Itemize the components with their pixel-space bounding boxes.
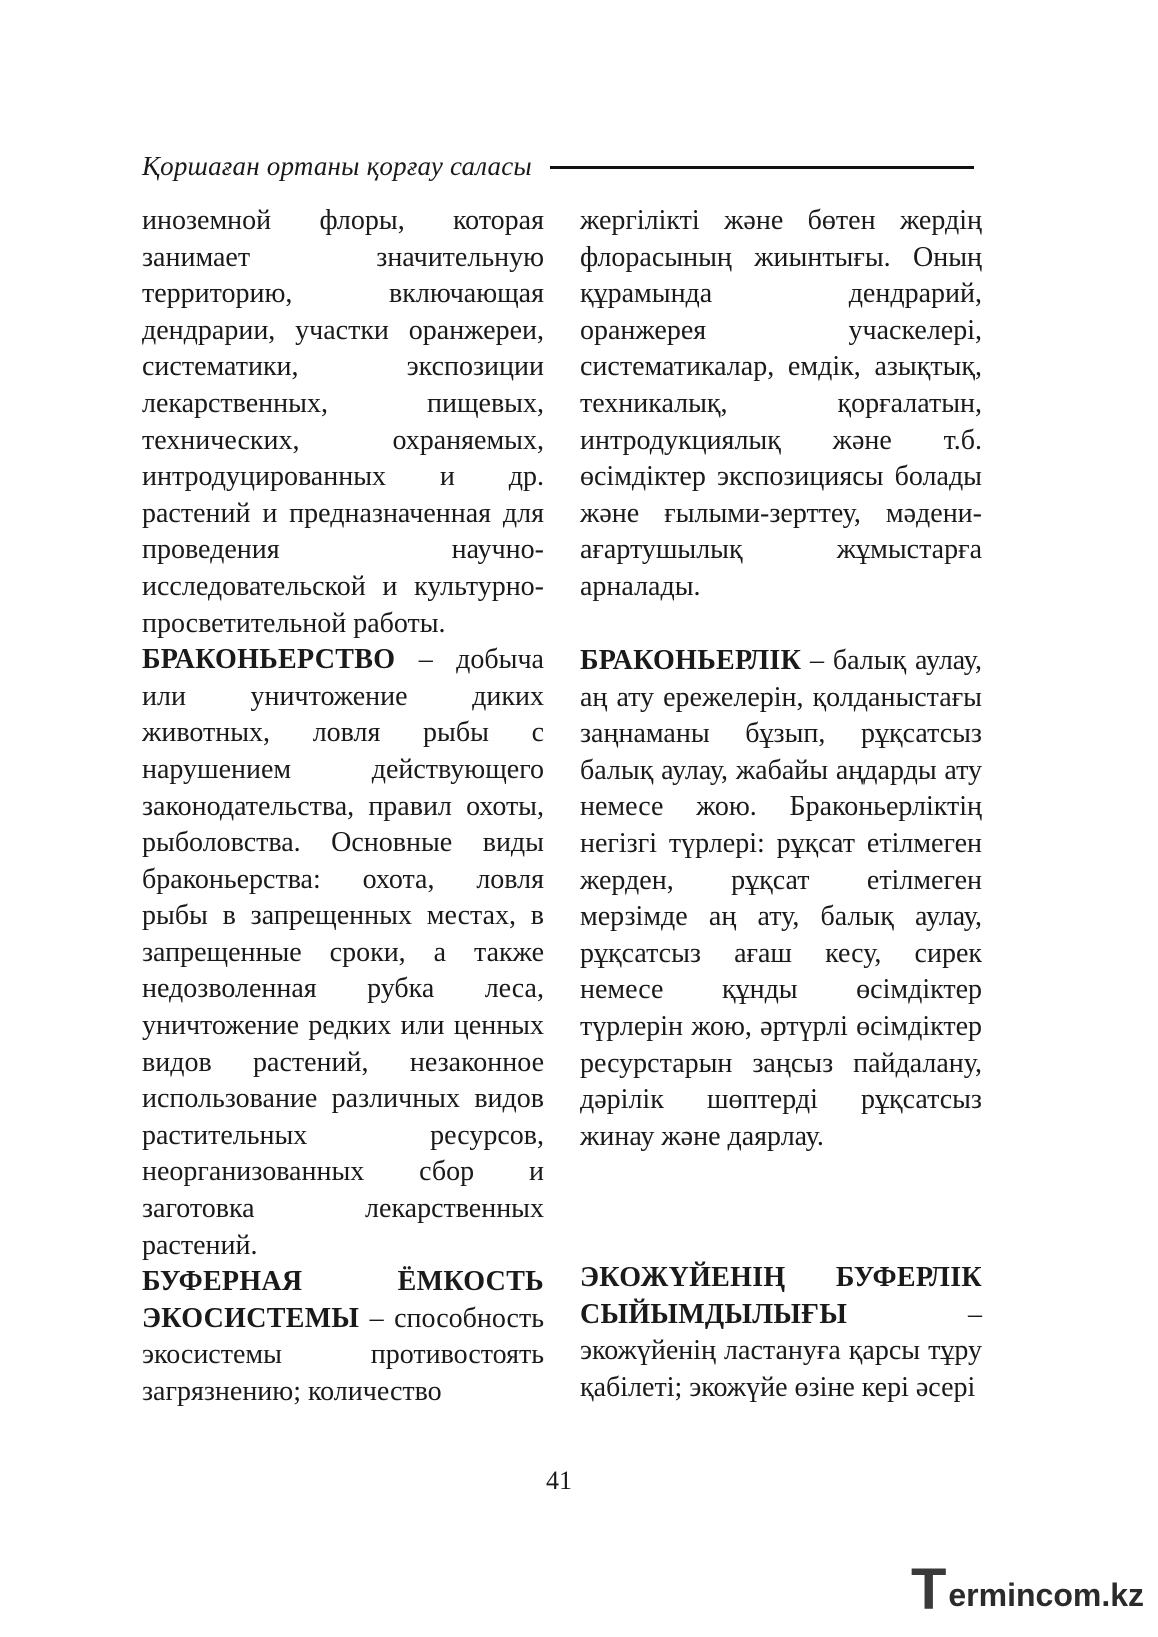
entry-brakonerlik: [580, 643, 982, 1155]
termincom-watermark: [910, 1557, 1144, 1622]
header-rule: [550, 166, 974, 169]
entry-continuation-ru: [142, 203, 544, 642]
entry-bufernaya-emkost: [142, 1264, 544, 1410]
entry-body: иноземной флоры, которая занимает значительную территорию, включающая дендрарии, участки оранжереи, систематики, экспозиции лекарственных, пищевых, технических, охраняемых, интродуцированных и др. растений и предназначенная для проведения научно-исследовательской и культурно-просветительной работы.: [142, 205, 544, 639]
entry-continuation-kz: [580, 203, 982, 606]
running-header: [142, 146, 974, 186]
right-column-kazakh: [580, 203, 982, 1403]
entry-body: жергілікті және бөтен жердің флорасының жиынтығы. Оның құрамында дендрарий, оранжерея учаскелері, систематикалар, емдік, азықтық, техникалық, қорғалатын, интродукциялық және т.б. өсімдіктер экспозициясы болады және ғылыми-зерттеу, мәдени-ағартушылық жұмыстарға арналады.: [580, 205, 982, 602]
entry-brakonerstvo: [142, 642, 544, 1264]
entry-ekozhuyenin-buferlik: [580, 1260, 982, 1406]
entry-term: ЭКОЖҮЙЕНІҢ БУФЕРЛІК СЫЙЫМДЫЛЫҒЫ: [580, 1262, 982, 1330]
watermark-logo-letter: T: [910, 1557, 947, 1622]
entry-body: – добыча или уничтожение диких животных, ловля рыбы с нарушением действующего законодательства, правил охоты, рыболовства. Основные виды браконьерства: охота, ловля рыбы в запрещенных местах, в запрещенные сроки, а также недозволенная рубка леса, уничтожение редких или ценных видов растений, незаконное использование различных видов растительных ресурсов, неорганизованных сбор и заготовка лекарственных растений.: [142, 644, 544, 1261]
header-title: Қоршаған ортаны қорғау саласы: [142, 150, 532, 181]
entry-body: – способность экосистемы противостоять загрязнению; количество: [142, 1302, 544, 1407]
watermark-text: ermincom.kz: [948, 1577, 1144, 1613]
entry-body: – экожүйенің ластануға қарсы тұру қабілеті; экожүйе өзіне кері әсері: [580, 1298, 982, 1403]
entry-term: БУФЕРНАЯ ЁМКОСТЬ ЭКОСИСТЕМЫ: [142, 1266, 544, 1334]
left-column-russian: [142, 203, 544, 1411]
page-number: 41: [546, 1466, 572, 1495]
entry-body: – балық аулау, аң ату ережелерін, қолданыстағы заңнаманы бұзып, рұқсатсыз балық аулау, жабайы аңдарды ату немесе жою. Браконьерліктің негізгі түрлері: рұқсат етілмеген жерден, рұқсат етілмеген мерзімде аң ату, балық аулау, рұқсатсыз ағаш кесу, сирек немесе құнды өсімдіктер түрлерін жою, әртүрлі өсімдіктер ресурстарын заңсыз пайдалану, дәрілік шөптерді рұқсатсыз жинау және даярлау.: [580, 645, 982, 1152]
entry-term: БРАКОНЬЕРСТВО: [142, 644, 396, 676]
entry-term: БРАКОНЬЕРЛІК: [580, 645, 802, 676]
